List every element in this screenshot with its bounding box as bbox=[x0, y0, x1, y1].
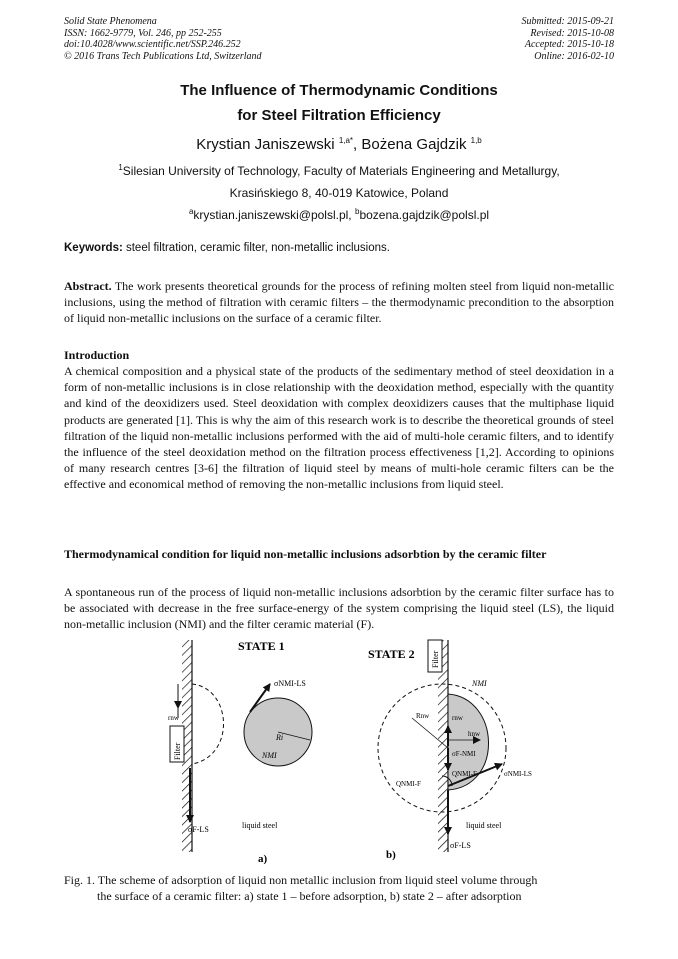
email-b-sup: b bbox=[354, 207, 360, 216]
author-1-affil: 1,a* bbox=[338, 136, 354, 145]
keywords-text: steel filtration, ceramic filter, non-metallic inclusions. bbox=[122, 242, 390, 254]
caption-line-1: Fig. 1. The scheme of adsorption of liquid non metallic inclusion from liquid steel volume through bbox=[64, 873, 538, 887]
figure-1 bbox=[150, 636, 550, 877]
copyright: © 2016 Trans Tech Publications Ltd, Switzerland bbox=[64, 50, 262, 62]
nmi-label-2: NMI bbox=[472, 679, 487, 688]
title-line-1: The Influence of Thermodynamic Conditions bbox=[180, 82, 498, 99]
r-nw-label-2: rnw bbox=[452, 714, 463, 722]
sigma-f-nmi-label: σF-NMI bbox=[452, 750, 476, 758]
submission-dates bbox=[522, 16, 615, 62]
adsorption-scheme bbox=[150, 636, 550, 872]
q-nmi-f-label-out: QNMI-F bbox=[396, 780, 421, 788]
liquid-steel-label-1: liquid steel bbox=[242, 821, 278, 830]
caption-line-2: the surface of a ceramic filter: a) state 1 – before adsorption, b) state 2 – after adsorption bbox=[97, 889, 522, 903]
label-a: a) bbox=[258, 853, 268, 865]
author-2-affil: 1,b bbox=[470, 136, 482, 145]
journal-info bbox=[64, 16, 262, 62]
paper-title bbox=[0, 78, 678, 128]
author-separator: , bbox=[353, 136, 362, 153]
state-1-label: STATE 1 bbox=[238, 639, 285, 653]
sigma-f-ls-label-2: σF-LS bbox=[450, 841, 471, 850]
journal-name: Solid State Phenomena bbox=[64, 16, 157, 27]
state-2-label: STATE 2 bbox=[368, 647, 415, 661]
doi: doi:10.4028/www.scientific.net/SSP.246.252 bbox=[64, 39, 241, 50]
email-a-sup: a bbox=[188, 207, 194, 216]
nmi-label-1: NMI bbox=[262, 751, 277, 760]
online-date: Online: 2016-02-10 bbox=[534, 50, 614, 62]
intro-heading: Introduction bbox=[64, 348, 130, 362]
author-2: Bożena Gajdzik bbox=[361, 136, 467, 153]
affil-text-1: Silesian University of Technology, Faculty of Materials Engineering and Metallurgy, bbox=[122, 164, 560, 178]
author-1: Krystian Janiszewski bbox=[196, 136, 335, 153]
submitted-date: Submitted: 2015-09-21 bbox=[521, 16, 614, 27]
title-line-2: for Steel Filtration Efficiency bbox=[237, 107, 441, 124]
R-nw-label: Rnw bbox=[416, 712, 430, 720]
figure-caption bbox=[64, 872, 624, 904]
affiliation bbox=[0, 160, 678, 226]
affil-sup: 1 bbox=[118, 163, 123, 172]
email-b[interactable]: bozena.gajdzik@polsl.pl bbox=[359, 208, 490, 222]
section2-text: A spontaneous run of the process of liquid non-metallic inclusions adsorbtion by the ceramic filter surface has to be associated with decrease in the free surface-energy of the system comprising the liquid steel (LS), the liquid non-metallic inclusion (NMI) and the filter ceramic material (F). bbox=[64, 585, 614, 632]
sigma-f-ls-label: σF-LS bbox=[188, 825, 209, 834]
q-nmi-f-label-in: QNMI-F bbox=[452, 770, 477, 778]
keywords-label: Keywords: bbox=[64, 242, 123, 254]
liquid-steel-label-2: liquid steel bbox=[466, 821, 502, 830]
h-nw-label: hnw bbox=[468, 730, 481, 738]
sigma-nmi-ls-label-2: σNMI-LS bbox=[504, 770, 532, 778]
keywords bbox=[64, 242, 390, 254]
filter-label-2: Filter bbox=[431, 650, 440, 668]
r-i-label: Ri bbox=[276, 733, 284, 742]
revised-date: Revised: 2015-10-08 bbox=[530, 27, 614, 39]
abstract bbox=[64, 278, 614, 327]
filter-label-1: Filter bbox=[173, 742, 182, 760]
sigma-nmi-ls-label-1: σNMI-LS bbox=[274, 679, 306, 688]
label-b: b) bbox=[386, 849, 396, 861]
intro-text: A chemical composition and a physical state of the products of the sedimentary method of steel deoxidation in a form of non-metallic inclusions is in close relationship with the deoxidation method, especially with the quantity and kind of the deoxidizers used. Steel deoxidation with complex deoxidizers causes that the multiphase liquid products are generated [1]. This is why the aim of this research work is to describe the theoretical grounds of steel filtration of the liquid non-metallic inclusions performed with the aid of multi-hole ceramic filters, and to identify the influence of the steel deoxidation method on the filtration process effectiveness [1,2]. According to opinions of many research centres [3-6] the filtration of liquid steel by means of multi-hole ceramic filters can be the effective and economical method of removing the non-metallic inclusions from liquid steel. bbox=[64, 364, 614, 492]
email-a[interactable]: krystian.janiszewski@polsl.pl, bbox=[193, 208, 355, 222]
abstract-text: The work presents theoretical grounds for the process of refining molten steel from liquid non-metallic inclusions, using the method of filtration with ceramic filters – the thermodynamic precondition to the absorption of liquid non-metallic inclusions on the surface of a ceramic filter. bbox=[64, 279, 614, 326]
affiliation-line-1 bbox=[0, 160, 678, 182]
r-nw-label-1: rnw bbox=[168, 714, 179, 722]
issn: ISSN: 1662-9779, Vol. 246, pp 252-255 bbox=[64, 27, 222, 39]
abstract-label: Abstract. bbox=[64, 279, 112, 293]
accepted-date: Accepted: 2015-10-18 bbox=[524, 39, 614, 50]
email-line bbox=[0, 204, 678, 226]
authors bbox=[0, 136, 678, 153]
section2-heading: Thermodynamical condition for liquid non-metallic inclusions adsorbtion by the ceramic filter bbox=[64, 547, 547, 561]
affiliation-line-2: Krasińskiego 8, 40-019 Katowice, Poland bbox=[229, 186, 449, 200]
